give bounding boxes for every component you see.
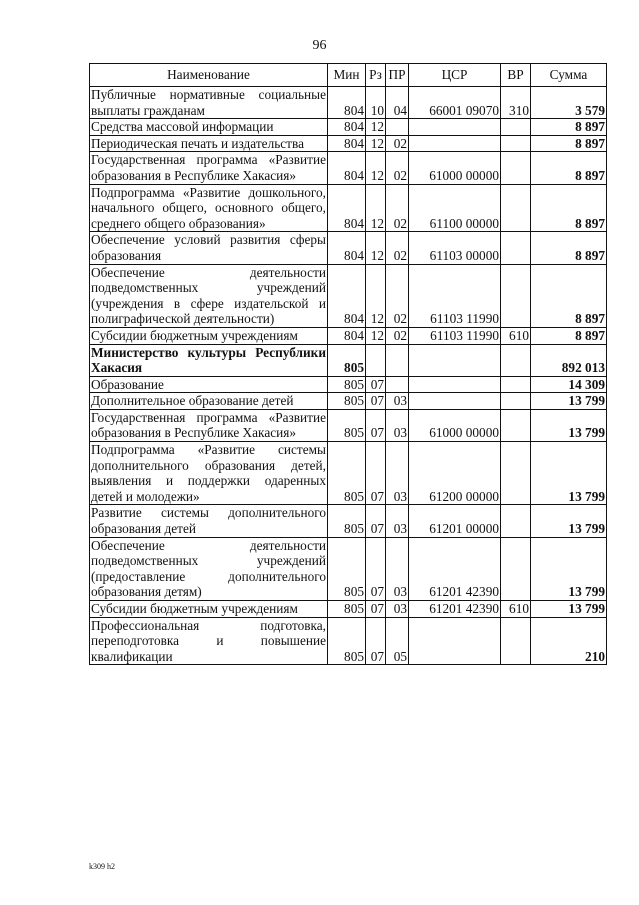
cell-vr [501, 344, 531, 376]
cell-pr: 02 [386, 264, 409, 327]
cell-sum: 13 799 [531, 505, 607, 537]
cell-min: 805 [328, 537, 366, 600]
cell-name: Государственная программа «Развитие образования в Республике Хакасия» [91, 409, 326, 441]
header-min: Мин [328, 64, 366, 87]
cell-rz: 07 [366, 537, 386, 600]
cell-sum: 8 897 [531, 119, 607, 136]
cell-name: Министерство культуры Республики Хакасия [91, 344, 326, 376]
cell-csr: 61201 42390 [409, 537, 501, 600]
cell-csr: 61000 00000 [409, 409, 501, 441]
cell-csr [409, 617, 501, 665]
cell-name: Обеспечение деятельности подведомственных учреждений (предоставление дополнительного образования детям) [91, 537, 326, 600]
cell-sum: 13 799 [531, 537, 607, 600]
header-vr: ВР [501, 64, 531, 87]
cell-name: Образование [90, 376, 328, 393]
cell-vr [501, 232, 531, 264]
cell-pr: 05 [386, 617, 409, 665]
cell-vr: 610 [501, 327, 531, 344]
cell-min: 805 [328, 505, 366, 537]
cell-name: Подпрограмма «Развитие дошкольного, начального общего, основного общего, среднего общего образования» [91, 184, 326, 231]
table-row [90, 119, 607, 136]
cell-rz: 07 [366, 442, 386, 505]
cell-vr [501, 442, 531, 505]
cell-pr: 02 [386, 327, 409, 344]
cell-name: Субсидии бюджетным учреждениям [90, 601, 328, 618]
cell-min: 804 [328, 87, 366, 119]
header-rz: Рз [366, 64, 386, 87]
cell-csr: 61201 00000 [409, 505, 501, 537]
cell-sum: 8 897 [531, 152, 607, 184]
cell-csr [409, 393, 501, 410]
cell-min: 804 [328, 264, 366, 327]
table-row [90, 87, 607, 119]
table-header-row [90, 64, 607, 87]
cell-vr [501, 376, 531, 393]
cell-csr: 61200 00000 [409, 442, 501, 505]
cell-min: 805 [328, 344, 366, 376]
cell-name: Субсидии бюджетным учреждениям [90, 327, 328, 344]
cell-sum: 14 309 [531, 376, 607, 393]
cell-vr [501, 393, 531, 410]
cell-rz: 12 [366, 232, 386, 264]
table-body [90, 87, 607, 665]
cell-rz: 07 [366, 393, 386, 410]
cell-sum: 13 799 [531, 442, 607, 505]
cell-min: 804 [328, 327, 366, 344]
cell-vr: 610 [501, 601, 531, 618]
cell-csr [409, 135, 501, 152]
cell-rz: 12 [366, 135, 386, 152]
cell-rz: 10 [366, 87, 386, 119]
table-row [90, 184, 607, 232]
cell-pr: 02 [386, 184, 409, 232]
cell-rz: 12 [366, 327, 386, 344]
cell-name: Публичные нормативные социальные выплаты гражданам [91, 87, 326, 118]
cell-csr: 66001 09070 [409, 87, 501, 119]
table-row [90, 409, 607, 441]
cell-name: Подпрограмма «Развитие системы дополнительного образования детей, выявления и поддержки одаренных детей и молодежи» [91, 442, 326, 504]
cell-pr: 03 [386, 537, 409, 600]
cell-rz: 12 [366, 152, 386, 184]
table-row [90, 344, 607, 376]
cell-pr: 02 [386, 135, 409, 152]
cell-vr [501, 135, 531, 152]
table-row [90, 537, 607, 600]
cell-sum: 3 579 [531, 87, 607, 119]
table-row [90, 393, 607, 410]
table-row [90, 376, 607, 393]
cell-name: Обеспечение условий развития сферы образования [91, 232, 326, 263]
cell-sum: 8 897 [531, 135, 607, 152]
cell-vr [501, 617, 531, 665]
table-row [90, 152, 607, 184]
cell-rz: 12 [366, 119, 386, 136]
table-row [90, 135, 607, 152]
cell-rz: 07 [366, 601, 386, 618]
page-number: 96 [312, 38, 327, 53]
cell-name: Государственная программа «Развитие образования в Республике Хакасия» [91, 152, 326, 183]
cell-sum: 13 799 [531, 409, 607, 441]
cell-rz: 07 [366, 505, 386, 537]
table-row [90, 442, 607, 505]
cell-csr [409, 119, 501, 136]
cell-min: 804 [328, 184, 366, 232]
cell-pr: 03 [386, 505, 409, 537]
cell-sum: 8 897 [531, 264, 607, 327]
cell-vr [501, 505, 531, 537]
cell-min: 805 [328, 601, 366, 618]
cell-vr [501, 152, 531, 184]
cell-min: 805 [328, 442, 366, 505]
cell-rz [366, 344, 386, 376]
cell-name: Развитие системы дополнительного образования детей [91, 505, 326, 537]
table-row [90, 617, 607, 665]
cell-csr: 61201 42390 [409, 601, 501, 618]
table-row [90, 264, 607, 327]
cell-sum: 8 897 [531, 327, 607, 344]
cell-pr: 03 [386, 409, 409, 441]
cell-min: 804 [328, 119, 366, 136]
cell-min: 804 [328, 152, 366, 184]
cell-rz: 07 [366, 409, 386, 441]
cell-pr [386, 376, 409, 393]
header-csr: ЦСР [409, 64, 501, 87]
cell-sum: 13 799 [531, 393, 607, 410]
cell-vr [501, 537, 531, 600]
cell-min: 804 [328, 232, 366, 264]
table-row [90, 505, 607, 537]
cell-rz: 07 [366, 617, 386, 665]
cell-vr [501, 264, 531, 327]
cell-sum: 8 897 [531, 184, 607, 232]
cell-csr: 61100 00000 [409, 184, 501, 232]
cell-pr: 04 [386, 87, 409, 119]
table-row [90, 232, 607, 264]
cell-name: Средства массовой информации [90, 119, 328, 136]
cell-csr [409, 376, 501, 393]
cell-sum: 210 [531, 617, 607, 665]
cell-pr: 02 [386, 152, 409, 184]
cell-csr: 61103 11990 [409, 327, 501, 344]
cell-rz: 12 [366, 184, 386, 232]
cell-min: 805 [328, 393, 366, 410]
cell-pr [386, 344, 409, 376]
cell-pr [386, 119, 409, 136]
header-pr: ПР [386, 64, 409, 87]
budget-table [89, 63, 607, 665]
cell-min: 805 [328, 376, 366, 393]
cell-csr: 61000 00000 [409, 152, 501, 184]
table-row [90, 327, 607, 344]
cell-sum: 892 013 [531, 344, 607, 376]
cell-sum: 8 897 [531, 232, 607, 264]
cell-rz: 07 [366, 376, 386, 393]
cell-name: Периодическая печать и издательства [90, 135, 328, 152]
table-row [90, 601, 607, 618]
cell-pr: 03 [386, 393, 409, 410]
cell-min: 805 [328, 409, 366, 441]
cell-rz: 12 [366, 264, 386, 327]
header-sum: Сумма [531, 64, 607, 87]
cell-pr: 03 [386, 601, 409, 618]
cell-name: Профессиональная подготовка, переподготовка и повышение квалификации [91, 617, 326, 664]
cell-csr [409, 344, 501, 376]
cell-name: Дополнительное образование детей [90, 393, 328, 410]
cell-csr: 61103 00000 [409, 232, 501, 264]
cell-name: Обеспечение деятельности подведомственных учреждений (учреждения в сфере издательской и полиграфической деятельности) [91, 264, 326, 327]
cell-vr: 310 [501, 87, 531, 119]
cell-vr [501, 409, 531, 441]
cell-min: 804 [328, 135, 366, 152]
cell-sum: 13 799 [531, 601, 607, 618]
cell-vr [501, 184, 531, 232]
footer-code: k309 h2 [89, 862, 115, 871]
cell-csr: 61103 11990 [409, 264, 501, 327]
cell-pr: 03 [386, 442, 409, 505]
cell-vr [501, 119, 531, 136]
cell-pr: 02 [386, 232, 409, 264]
header-name: Наименование [90, 64, 328, 87]
cell-min: 805 [328, 617, 366, 665]
